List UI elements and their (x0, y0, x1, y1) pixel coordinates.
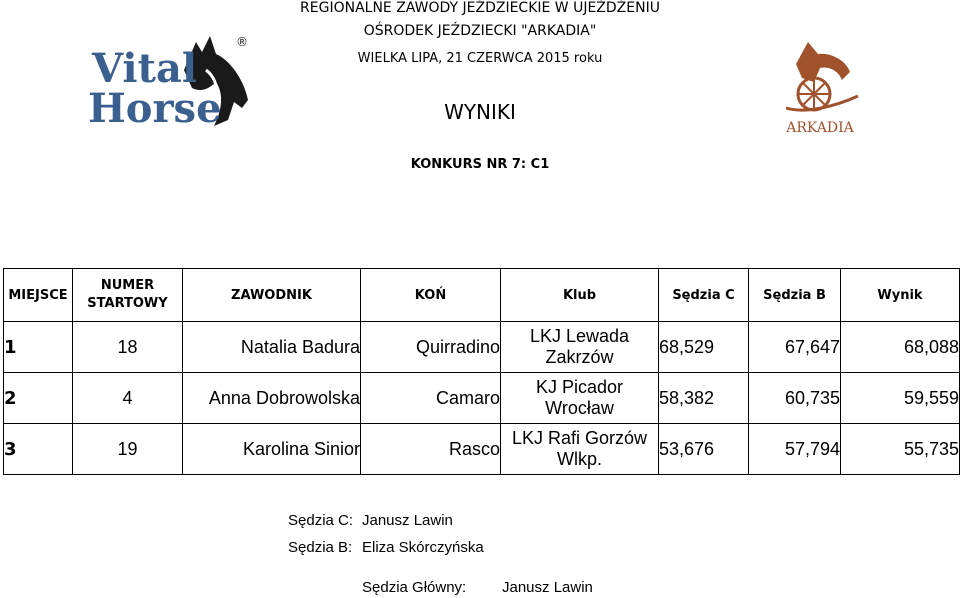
col-header-club: Klub (501, 269, 659, 322)
judge-b-label: Sędzia B: (288, 539, 353, 556)
cell-club: LKJ Rafi Gorzów Wlkp. (501, 424, 659, 475)
arkadia-logo (766, 36, 874, 140)
cell-judge-b: 67,647 (749, 322, 841, 373)
cell-judge-c: 68,529 (659, 322, 749, 373)
cell-start-number: 18 (73, 322, 183, 373)
logo-line2: Horse (88, 85, 222, 130)
cell-club: KJ Picador Wrocław (501, 373, 659, 424)
cell-start-number: 4 (73, 373, 183, 424)
col-header-start-number: NUMER STARTOWY (73, 269, 183, 322)
judge-c-name: Janusz Lawin (362, 512, 453, 529)
cell-judge-b: 57,794 (749, 424, 841, 475)
page-title: WYNIKI (444, 100, 516, 124)
judge-b-name: Eliza Skórczyńska (362, 539, 484, 556)
cell-rider: Natalia Badura (183, 322, 361, 373)
judge-c-label: Sędzia C: (288, 512, 354, 529)
arkadia-logo-text: ARKADIA (786, 120, 854, 136)
cell-start-number: 19 (73, 424, 183, 475)
table-header-row (4, 269, 960, 322)
results-table (3, 268, 960, 475)
chief-judge-name: Janusz Lawin (502, 579, 593, 596)
chief-judge-label: Sędzia Główny: (362, 579, 467, 596)
logo-line1: Vital (92, 45, 198, 92)
cell-place: 2 (4, 373, 73, 424)
cell-horse: Rasco (361, 424, 501, 475)
cell-result: 68,088 (841, 322, 960, 373)
cell-place: 1 (4, 322, 73, 373)
cell-place: 3 (4, 424, 73, 475)
cell-rider: Anna Dobrowolska (183, 373, 361, 424)
event-title: REGIONALNE ZAWODY JEŹDZIECKIE W UJEŻDŻENIU (300, 0, 660, 16)
col-header-horse: KOŃ (361, 269, 501, 322)
cell-horse: Quirradino (361, 322, 501, 373)
cell-judge-c: 58,382 (659, 373, 749, 424)
horse-wheel-icon (786, 42, 858, 110)
cell-judge-c: 53,676 (659, 424, 749, 475)
cell-result: 59,559 (841, 373, 960, 424)
col-header-judge-c: Sędzia C (659, 269, 749, 322)
event-date: WIELKA LIPA, 21 CZERWCA 2015 roku (357, 51, 603, 66)
table-row (4, 424, 960, 475)
col-header-result: Wynik (841, 269, 960, 322)
table-row (4, 373, 960, 424)
col-header-place: MIEJSCE (4, 269, 73, 322)
col-header-rider: ZAWODNIK (183, 269, 361, 322)
cell-horse: Camaro (361, 373, 501, 424)
cell-result: 55,735 (841, 424, 960, 475)
registered-mark: ® (236, 35, 248, 49)
vital-horse-logo (84, 30, 254, 130)
cell-rider: Karolina Sinior (183, 424, 361, 475)
competition-title: KONKURS NR 7: C1 (410, 157, 550, 172)
cell-club: LKJ Lewada Zakrzów (501, 322, 659, 373)
col-header-judge-b: Sędzia B (749, 269, 841, 322)
venue-name: OŚRODEK JEŹDZIECKI "ARKADIA" (363, 23, 597, 39)
table-row (4, 322, 960, 373)
cell-judge-b: 60,735 (749, 373, 841, 424)
